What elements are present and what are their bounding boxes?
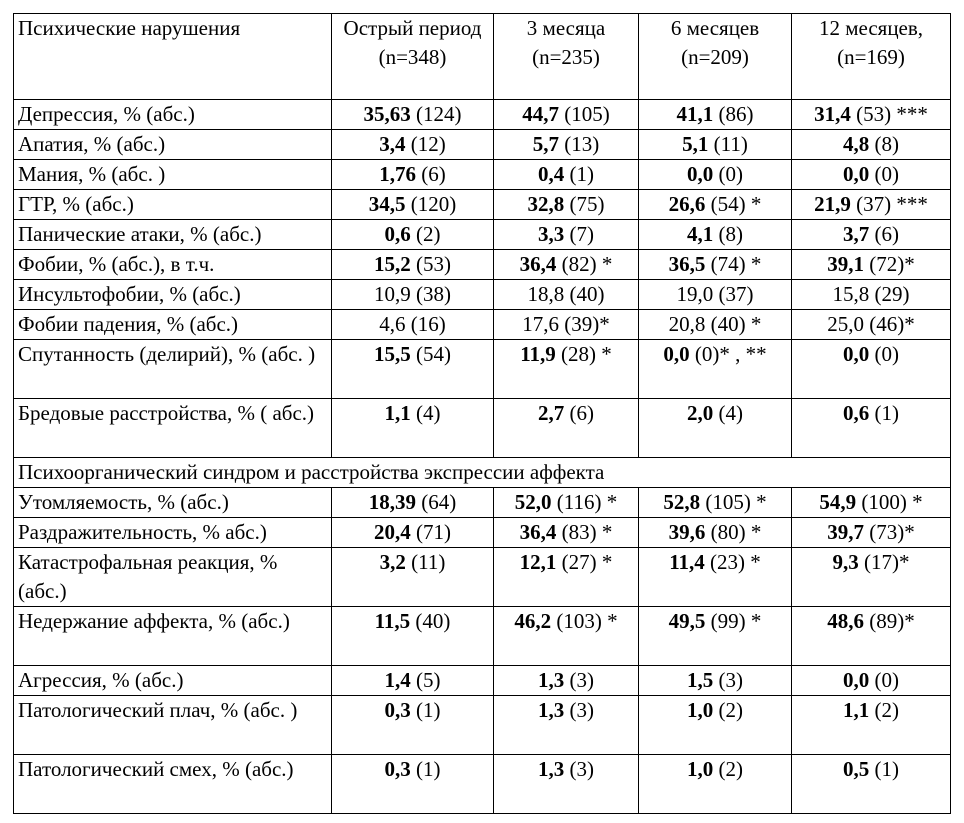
percent-value: 0,5 (843, 757, 870, 781)
percent-value: 0,3 (384, 698, 411, 722)
percent-value: 21,9 (814, 192, 851, 216)
row-label: Фобии падения, % (абс.) (14, 310, 332, 340)
table-cell (792, 100, 951, 130)
percent-value: 0,4 (538, 162, 565, 186)
percent-value: 12,1 (519, 550, 557, 574)
table-cell (792, 220, 951, 250)
count-value: (105) * (700, 490, 767, 514)
table-row (14, 340, 951, 399)
percent-value: 2,7 (538, 401, 565, 425)
row-label: ГТР, % (абс.) (14, 190, 332, 220)
table-cell (639, 130, 792, 160)
results-table (13, 13, 951, 814)
count-value: (71) (410, 520, 451, 544)
count-value: (2) (410, 222, 441, 246)
table-cell (639, 160, 792, 190)
count-value: (3) (564, 668, 594, 692)
table-cell (332, 220, 494, 250)
table-cell (494, 607, 639, 666)
table-cell (792, 696, 951, 755)
percent-value: 32,8 (527, 192, 565, 216)
count-value: (86) (713, 102, 754, 126)
table-row (14, 310, 951, 340)
percent-value: 0,6 (384, 222, 411, 246)
percent-value: 5,7 (532, 132, 559, 156)
table-cell (332, 280, 494, 310)
count-value: (1) (410, 757, 441, 781)
table-cell (332, 548, 494, 607)
percent-value: 44,7 (522, 102, 559, 126)
percent-value: 54,9 (819, 490, 857, 514)
header-disorders: Психические нарушения (14, 14, 332, 100)
percent-value: 52,8 (663, 490, 701, 514)
table-cell (792, 548, 951, 607)
count-value: (0) (869, 342, 899, 366)
percent-value: 2,0 (687, 401, 714, 425)
table-cell (639, 250, 792, 280)
table-cell (494, 518, 639, 548)
header-acute-period: Острый период (n=348) (332, 14, 494, 100)
percent-value: 1,4 (384, 668, 411, 692)
percent-value: 1,1 (843, 698, 870, 722)
count-value: (82) * (556, 252, 613, 276)
table-cell (332, 100, 494, 130)
count-value: 25,0 (46)* (827, 312, 915, 336)
percent-value: 0,0 (843, 162, 870, 186)
table-cell (639, 755, 792, 814)
percent-value: 11,9 (520, 342, 556, 366)
table-row (14, 280, 951, 310)
table-cell (792, 340, 951, 399)
count-value: (0) (713, 162, 743, 186)
table-cell (792, 399, 951, 458)
percent-value: 15,2 (374, 252, 411, 276)
table-row (14, 100, 951, 130)
percent-value: 26,6 (668, 192, 706, 216)
table-cell (639, 607, 792, 666)
percent-value: 46,2 (514, 609, 552, 633)
count-value: (73)* (864, 520, 915, 544)
row-label: Мания, % (абс. ) (14, 160, 332, 190)
table-cell (332, 488, 494, 518)
percent-value: 39,7 (827, 520, 864, 544)
count-value: (103) * (551, 609, 618, 633)
table-cell (494, 310, 639, 340)
count-value: (0) (869, 668, 899, 692)
percent-value: 1,76 (379, 162, 416, 186)
percent-value: 1,3 (538, 757, 565, 781)
count-value: (1) (869, 401, 899, 425)
count-value: (3) (564, 757, 594, 781)
percent-value: 35,63 (363, 102, 411, 126)
table-cell (494, 100, 639, 130)
count-value: (11) (405, 550, 446, 574)
percent-value: 52,0 (514, 490, 552, 514)
count-value: 18,8 (40) (527, 282, 605, 306)
percent-value: 31,4 (814, 102, 851, 126)
table-cell (792, 160, 951, 190)
percent-value: 0,6 (843, 401, 870, 425)
percent-value: 15,5 (374, 342, 411, 366)
table-cell (792, 666, 951, 696)
count-value: (40) (410, 609, 451, 633)
header-12-months: 12 месяцев, (n=169) (792, 14, 951, 100)
count-value: (1) (564, 162, 594, 186)
row-label: Апатия, % (абс.) (14, 130, 332, 160)
row-label: Агрессия, % (абс.) (14, 666, 332, 696)
count-value: (2) (713, 757, 743, 781)
percent-value: 4,8 (843, 132, 870, 156)
count-value: (1) (869, 757, 899, 781)
count-value: (100) * (856, 490, 923, 514)
table-cell (792, 190, 951, 220)
percent-value: 1,0 (687, 698, 714, 722)
count-value: (28) * (555, 342, 612, 366)
count-value: (53) (410, 252, 451, 276)
header-6-months: 6 месяцев (n=209) (639, 14, 792, 100)
percent-value: 3,2 (379, 550, 406, 574)
table-cell (792, 130, 951, 160)
table-cell (332, 696, 494, 755)
table-cell (332, 518, 494, 548)
table-cell (639, 220, 792, 250)
count-value: (23) * (704, 550, 761, 574)
percent-value: 0,0 (663, 342, 690, 366)
row-label: Фобии, % (абс.), в т.ч. (14, 250, 332, 280)
count-value: (75) (564, 192, 605, 216)
count-value: (54) * (705, 192, 762, 216)
row-label: Катастрофальная реакция, % (абс.) (14, 548, 332, 607)
count-value: (89)* (864, 609, 915, 633)
count-value: (13) (559, 132, 600, 156)
table-cell (332, 399, 494, 458)
count-value: (3) (564, 698, 594, 722)
table-cell (494, 160, 639, 190)
table-cell (332, 666, 494, 696)
percent-value: 36,5 (668, 252, 706, 276)
count-value: (0)* , ** (689, 342, 767, 366)
table-cell (494, 755, 639, 814)
count-value: 17,6 (39)* (522, 312, 610, 336)
count-value: (80) * (705, 520, 762, 544)
table-row (14, 548, 951, 607)
table-cell (639, 548, 792, 607)
percent-value: 1,0 (687, 757, 714, 781)
table-cell (494, 130, 639, 160)
table-cell (494, 220, 639, 250)
table-cell (792, 280, 951, 310)
count-value: (54) (410, 342, 451, 366)
table-row (14, 666, 951, 696)
table-cell (792, 518, 951, 548)
count-value: (4) (713, 401, 743, 425)
row-label: Панические атаки, % (абс.) (14, 220, 332, 250)
table-row (14, 399, 951, 458)
percent-value: 11,5 (374, 609, 411, 633)
table-cell (639, 340, 792, 399)
count-value: (27) * (556, 550, 613, 574)
table-row (14, 696, 951, 755)
table-row (14, 220, 951, 250)
percent-value: 1,3 (538, 668, 565, 692)
count-value: (74) * (705, 252, 762, 276)
percent-value: 39,1 (827, 252, 864, 276)
percent-value: 0,3 (384, 757, 411, 781)
header-row (14, 14, 951, 100)
row-label: Бредовые расстройства, % ( абс.) (14, 399, 332, 458)
row-label: Депрессия, % (абс.) (14, 100, 332, 130)
table-cell (639, 100, 792, 130)
table-cell (639, 190, 792, 220)
row-label: Раздражительность, % абс.) (14, 518, 332, 548)
percent-value: 36,4 (519, 252, 557, 276)
table-cell (332, 130, 494, 160)
count-value: (5) (410, 668, 441, 692)
count-value: (2) (713, 698, 743, 722)
count-value: 15,8 (29) (832, 282, 910, 306)
count-value: (11) (708, 132, 748, 156)
table-cell (494, 250, 639, 280)
table-row (14, 190, 951, 220)
table-cell (639, 666, 792, 696)
table-cell (494, 488, 639, 518)
table-cell (639, 696, 792, 755)
percent-value: 48,6 (827, 609, 864, 633)
table-cell (494, 190, 639, 220)
count-value: 20,8 (40) * (668, 312, 762, 336)
header-3-months: 3 месяца (n=235) (494, 14, 639, 100)
count-value: (120) (405, 192, 457, 216)
table-cell (792, 607, 951, 666)
table-cell (639, 280, 792, 310)
percent-value: 1,5 (687, 668, 714, 692)
table-cell (494, 666, 639, 696)
table-cell (494, 340, 639, 399)
table-row (14, 250, 951, 280)
row-label: Патологический смех, % (абс.) (14, 755, 332, 814)
count-value: (105) (559, 102, 610, 126)
percent-value: 9,3 (832, 550, 859, 574)
section-title: Психоорганический синдром и расстройства экспрессии аффекта (14, 458, 951, 488)
percent-value: 34,5 (368, 192, 406, 216)
table-cell (494, 399, 639, 458)
count-value: (17)* (858, 550, 910, 574)
table-cell (332, 755, 494, 814)
count-value: (3) (713, 668, 743, 692)
count-value: (83) * (556, 520, 613, 544)
count-value: (8) (869, 132, 899, 156)
percent-value: 1,1 (384, 401, 411, 425)
table-cell (332, 190, 494, 220)
percent-value: 11,4 (669, 550, 705, 574)
count-value: 4,6 (16) (379, 312, 446, 336)
count-value: (12) (405, 132, 446, 156)
percent-value: 18,39 (368, 490, 416, 514)
count-value: (7) (564, 222, 594, 246)
percent-value: 3,7 (843, 222, 870, 246)
table-cell (332, 340, 494, 399)
table-cell (332, 607, 494, 666)
row-label: Утомляемость, % (абс.) (14, 488, 332, 518)
percent-value: 3,4 (379, 132, 406, 156)
table-cell (332, 250, 494, 280)
row-label: Недержание аффекта, % (абс.) (14, 607, 332, 666)
table-cell (792, 755, 951, 814)
percent-value: 1,3 (538, 698, 565, 722)
table-cell (792, 310, 951, 340)
percent-value: 41,1 (676, 102, 714, 126)
percent-value: 0,0 (843, 342, 870, 366)
count-value: (6) (416, 162, 446, 186)
table-cell (494, 548, 639, 607)
count-value: (6) (564, 401, 594, 425)
count-value: (0) (869, 162, 899, 186)
count-value: (64) (416, 490, 457, 514)
row-label: Инсультофобии, % (абс.) (14, 280, 332, 310)
count-value: (99) * (705, 609, 762, 633)
percent-value: 36,4 (519, 520, 557, 544)
percent-value: 0,0 (843, 668, 870, 692)
count-value: (8) (713, 222, 743, 246)
percent-value: 39,6 (668, 520, 706, 544)
row-label: Спутанность (делирий), % (абс. ) (14, 340, 332, 399)
percent-value: 49,5 (668, 609, 706, 633)
percent-value: 4,1 (687, 222, 714, 246)
count-value: (6) (869, 222, 899, 246)
count-value: 10,9 (38) (374, 282, 451, 306)
count-value: (72)* (864, 252, 915, 276)
table-cell (639, 488, 792, 518)
table-cell (639, 399, 792, 458)
table-cell (639, 518, 792, 548)
count-value: 19,0 (37) (676, 282, 754, 306)
percent-value: 5,1 (682, 132, 709, 156)
table-row (14, 607, 951, 666)
count-value: (116) * (551, 490, 618, 514)
table-cell (639, 310, 792, 340)
count-value: (4) (410, 401, 441, 425)
percent-value: 0,0 (687, 162, 714, 186)
table-row (14, 130, 951, 160)
table-row (14, 488, 951, 518)
table-cell (792, 250, 951, 280)
row-label: Патологический плач, % (абс. ) (14, 696, 332, 755)
table-cell (494, 696, 639, 755)
section-row (14, 458, 951, 488)
table-row (14, 755, 951, 814)
count-value: (124) (410, 102, 462, 126)
count-value: (53) *** (850, 102, 928, 126)
table-row (14, 518, 951, 548)
percent-value: 3,3 (538, 222, 565, 246)
percent-value: 20,4 (374, 520, 411, 544)
table-row (14, 160, 951, 190)
table-cell (332, 310, 494, 340)
table-cell (792, 488, 951, 518)
count-value: (2) (869, 698, 899, 722)
count-value: (1) (410, 698, 441, 722)
count-value: (37) *** (850, 192, 928, 216)
table-cell (332, 160, 494, 190)
table-cell (494, 280, 639, 310)
